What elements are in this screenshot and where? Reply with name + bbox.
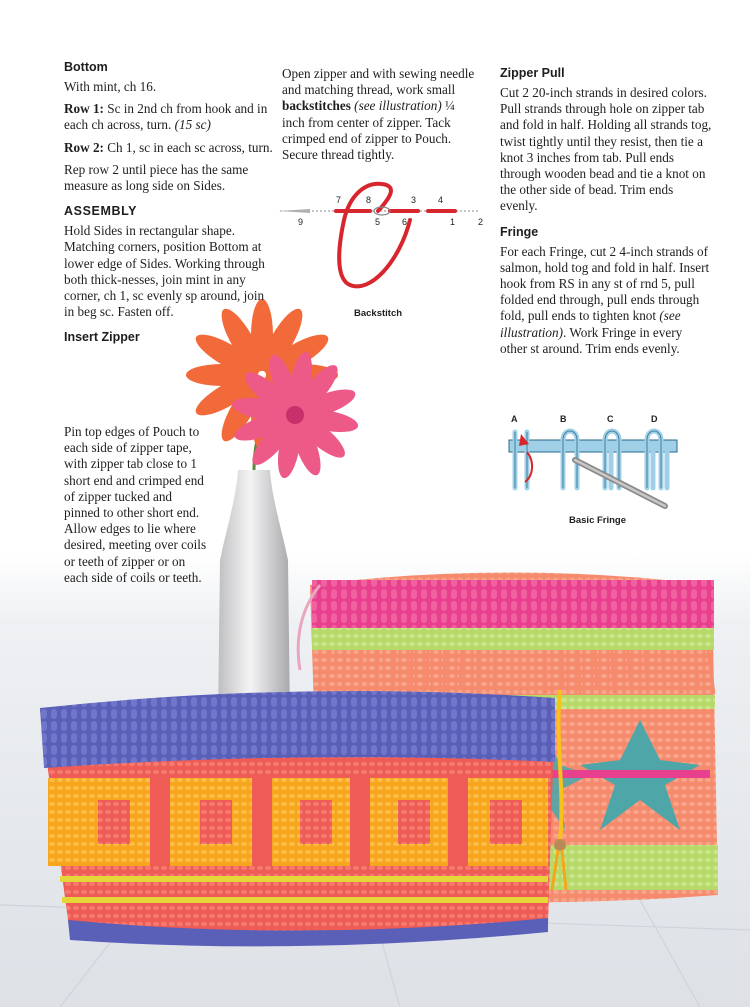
backstitch-num-7: 7 — [336, 195, 342, 205]
see-illustration-note: (see illustration) — [350, 98, 442, 114]
fringe-diagram — [505, 410, 680, 510]
backstitch-num-8: 8 — [366, 195, 372, 205]
fringe-text-a: For each Fringe, cut 2 4-inch strands of salmon, hold tog and fold in half. Insert hook from RS in any st of rnd 5, pull folded end through, pull ends through fold, pull ends to tighten knot — [500, 243, 710, 324]
backstitch-text-a: Open zipper and with sewing needle and matching thread, work small — [282, 66, 475, 98]
fringe-heading: Fringe — [500, 224, 539, 239]
backstitch-num-4: 4 — [438, 195, 444, 205]
repeat-paragraph: Rep row 2 until piece has the same measure as long side on Sides. — [64, 161, 249, 194]
bottom-heading: Bottom — [64, 60, 108, 74]
row1-label: Row 1: — [64, 101, 104, 117]
row1-paragraph — [64, 101, 276, 133]
fringe-letter-c: C — [607, 414, 614, 424]
backstitch-caption: Backstitch — [354, 308, 403, 319]
bottom-paragraph: With mint, ch 16. — [64, 79, 157, 94]
zipper-pull-paragraph: Cut 2 20-inch strands in desired colors. Pull strands through hole on zipper tab and fold in half. Holding all strands tog, twist tightly until they resist, then tie a knot 3 inches from tab. Pull ends through wooden bead and tie a knot on the other side of bead. Trim ends evenly. — [500, 85, 712, 214]
fringe-letter-a: A — [511, 414, 518, 424]
fringe-see-illustration: (see illustration) — [500, 308, 681, 340]
insert-zipper-heading: Insert Zipper — [64, 330, 140, 345]
fringe-letter-d: D — [651, 414, 658, 424]
row1-text: Sc in 2nd ch from hook and in each ch across, turn. — [64, 101, 268, 133]
column-right — [500, 66, 712, 363]
backstitch-num-9: 9 — [298, 217, 304, 227]
zipper-pull-heading: Zipper Pull — [500, 66, 565, 80]
column-left — [64, 60, 276, 349]
insert-zipper-paragraph: Pin top edges of Pouch to each side of zipper tape, with zipper tab close to 1 short end and crimped end of zipper tucked and pinned to other short end. Allow edges to lie where desired, meeting over coils or teeth of zipper or on each side of coils or teeth. — [64, 424, 207, 585]
backstitch-num-2: 2 — [478, 217, 484, 227]
backstitch-text-b: ¼ inch from center of zipper. Tack crimped end of zipper to Pouch. Secure thread tightly. — [282, 98, 455, 163]
row2-text: Ch 1, sc in each sc across, turn. — [103, 139, 273, 155]
backstitch-num-5: 5 — [375, 217, 381, 227]
backstitch-paragraph — [282, 66, 478, 163]
fringe-paragraph — [500, 244, 712, 357]
backstitch-diagram — [270, 180, 490, 300]
column-middle — [282, 66, 478, 169]
backstitch-num-6: 6 — [402, 217, 408, 227]
assembly-paragraph: Hold Sides in rectangular shape. Matching corners, position Bottom at lower edge of Sides. Working through both thick-nesses, join mint in any corner, ch 1, sc evenly sp around, join in beg sc. Fasten off. — [64, 223, 265, 320]
backstitches-term: backstitches — [282, 98, 351, 114]
assembly-heading: ASSEMBLY — [64, 204, 138, 219]
row2-label: Row 2: — [64, 139, 104, 155]
row2-paragraph — [64, 140, 276, 156]
backstitch-num-1: 1 — [450, 217, 456, 227]
row1-count: (15 sc) — [174, 117, 211, 133]
fringe-caption: Basic Fringe — [569, 515, 627, 526]
insert-zipper-text — [64, 424, 210, 592]
fringe-text-b: . Work Fringe in every other st around. Trim ends evenly. — [500, 324, 683, 356]
fringe-letter-b: B — [560, 414, 567, 424]
backstitch-num-3: 3 — [411, 195, 417, 205]
